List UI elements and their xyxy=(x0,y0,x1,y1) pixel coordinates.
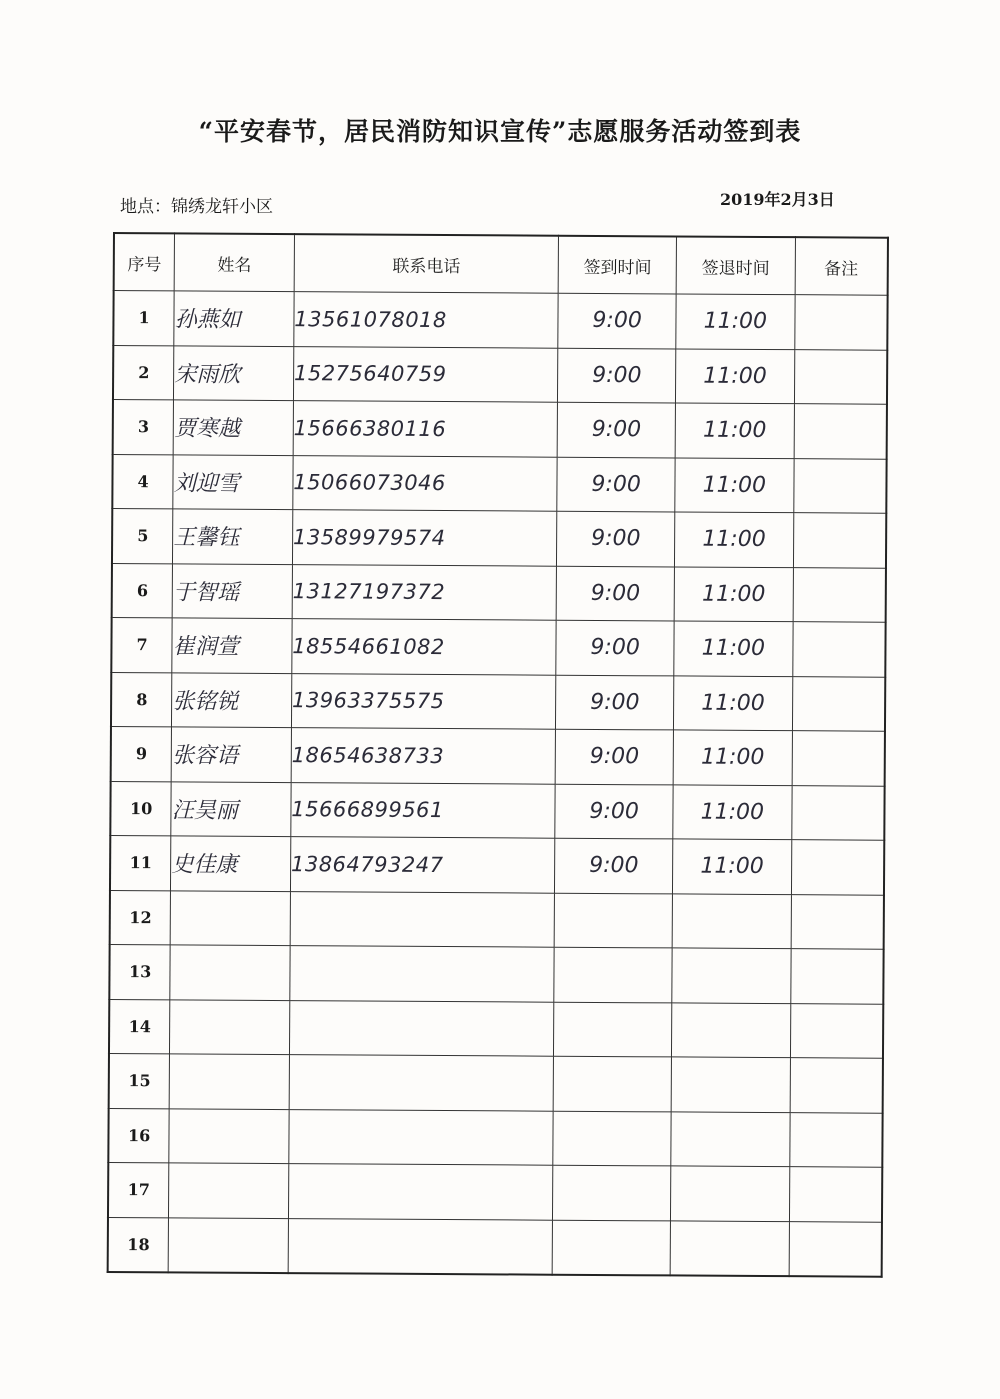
table-row xyxy=(113,345,887,404)
row-phone xyxy=(288,1218,553,1275)
row-name xyxy=(169,1163,289,1218)
table-row xyxy=(113,291,887,350)
row-phone xyxy=(289,1109,554,1165)
table-row xyxy=(112,509,886,568)
row-index: 2 xyxy=(113,345,174,400)
row-note xyxy=(789,1221,882,1277)
table-header-row xyxy=(114,233,888,295)
row-index: 18 xyxy=(108,1217,169,1272)
row-phone xyxy=(290,946,555,1002)
header-name: 姓名 xyxy=(174,233,294,291)
row-name: 汪昊丽 xyxy=(171,781,291,836)
row-name: 崔润萱 xyxy=(172,618,292,673)
row-index: 17 xyxy=(108,1162,169,1217)
row-name xyxy=(169,1108,289,1163)
row-time-in: 9:00 xyxy=(555,784,673,839)
row-note xyxy=(791,949,884,1004)
table-row xyxy=(109,944,883,1003)
row-time-in: 9:00 xyxy=(557,511,675,566)
row-time-out: 11:00 xyxy=(675,457,794,512)
row-time-in: 9:00 xyxy=(557,457,675,512)
row-time-out xyxy=(672,948,791,1003)
row-name xyxy=(170,945,290,1000)
row-phone: 15666899561 xyxy=(291,782,556,838)
table-row xyxy=(111,672,885,731)
row-time-out: 11:00 xyxy=(676,348,795,403)
table-row xyxy=(108,1108,882,1167)
sign-in-table xyxy=(107,232,889,1278)
row-index: 1 xyxy=(113,291,174,346)
row-index: 10 xyxy=(110,781,171,836)
row-name: 史佳康 xyxy=(171,836,291,891)
row-time-in: 9:00 xyxy=(558,348,676,403)
row-phone: 15275640759 xyxy=(293,346,558,402)
table-row xyxy=(113,400,887,459)
table-row xyxy=(108,1162,882,1221)
row-name xyxy=(170,890,290,945)
row-index: 15 xyxy=(109,1053,170,1108)
row-time-out: 11:00 xyxy=(675,403,794,458)
row-time-in: 9:00 xyxy=(556,620,674,675)
table-body xyxy=(108,291,888,1277)
row-name: 贾寒越 xyxy=(173,400,293,455)
row-note xyxy=(792,731,885,786)
row-index: 6 xyxy=(112,563,173,618)
row-index: 9 xyxy=(111,726,172,781)
row-time-out xyxy=(671,1111,790,1166)
row-name: 王馨钰 xyxy=(173,509,293,564)
table-row xyxy=(109,999,883,1058)
row-phone: 15666380116 xyxy=(293,401,558,457)
row-time-in xyxy=(553,1111,671,1166)
row-time-out: 11:00 xyxy=(673,839,792,894)
table-row xyxy=(108,1217,882,1277)
row-time-in: 9:00 xyxy=(558,293,676,348)
row-note xyxy=(791,894,884,949)
row-time-out: 11:00 xyxy=(674,675,793,730)
row-index: 4 xyxy=(112,454,173,509)
row-note xyxy=(789,1167,882,1222)
row-phone: 13963375575 xyxy=(291,673,556,729)
table-row xyxy=(110,835,884,894)
row-time-out: 11:00 xyxy=(673,784,792,839)
row-index: 5 xyxy=(112,509,173,564)
row-time-out: 11:00 xyxy=(674,566,793,621)
row-time-out: 11:00 xyxy=(673,730,792,785)
row-time-in: 9:00 xyxy=(557,402,675,457)
row-index: 13 xyxy=(109,944,170,999)
row-time-out xyxy=(671,1166,790,1221)
table-row xyxy=(112,563,886,622)
row-name: 刘迎雪 xyxy=(173,454,293,509)
row-name: 宋雨欣 xyxy=(174,345,294,400)
row-phone: 13864793247 xyxy=(290,837,555,893)
row-phone: 13127197372 xyxy=(292,564,557,620)
row-time-in: 9:00 xyxy=(555,838,673,893)
table-row xyxy=(112,454,886,513)
row-time-out xyxy=(672,1002,791,1057)
row-index: 11 xyxy=(110,835,171,890)
row-note xyxy=(793,622,886,677)
row-phone: 18654638733 xyxy=(291,728,556,784)
row-time-in: 9:00 xyxy=(555,729,673,784)
row-time-in xyxy=(553,1056,671,1111)
header-time-in: 签到时间 xyxy=(558,236,676,294)
row-time-in: 9:00 xyxy=(556,675,674,730)
header-time-out: 签退时间 xyxy=(676,236,795,294)
row-note xyxy=(793,567,886,622)
row-time-out: 11:00 xyxy=(676,294,795,349)
row-note xyxy=(793,513,886,568)
row-phone xyxy=(290,891,555,947)
row-index: 3 xyxy=(113,400,174,455)
row-name xyxy=(170,999,290,1054)
header-phone: 联系电话 xyxy=(294,234,559,293)
row-name: 张铭锐 xyxy=(172,672,292,727)
row-phone: 13561078018 xyxy=(294,292,559,348)
row-index: 8 xyxy=(111,672,172,727)
row-note xyxy=(790,1003,883,1058)
row-phone: 18554661082 xyxy=(292,619,557,675)
row-time-in: 9:00 xyxy=(556,566,674,621)
table-row xyxy=(111,617,885,676)
row-note xyxy=(795,295,888,350)
row-name: 张容语 xyxy=(171,727,291,782)
row-time-out: 11:00 xyxy=(675,512,794,567)
row-time-out xyxy=(672,893,791,948)
row-name xyxy=(168,1217,288,1273)
row-time-out xyxy=(671,1057,790,1112)
row-time-in xyxy=(554,947,672,1002)
row-phone: 15066073046 xyxy=(293,455,558,511)
row-note xyxy=(794,458,887,513)
row-time-in xyxy=(554,1002,672,1057)
row-time-in xyxy=(553,1165,671,1220)
row-index: 12 xyxy=(110,890,171,945)
row-phone xyxy=(289,1000,554,1056)
row-phone xyxy=(289,1055,554,1111)
table-row xyxy=(110,781,884,840)
row-note xyxy=(794,404,887,459)
header-note: 备注 xyxy=(795,237,888,295)
row-note xyxy=(790,1112,883,1167)
row-time-out xyxy=(670,1220,789,1276)
table-row xyxy=(109,1053,883,1112)
row-phone: 13589979574 xyxy=(292,510,557,566)
event-location: 地点：锦绣龙轩小区 xyxy=(120,197,273,217)
table-row xyxy=(110,890,884,949)
row-name xyxy=(169,1054,289,1109)
event-date: 2019年2月3日 xyxy=(720,190,835,209)
row-phone xyxy=(288,1164,553,1220)
header-index: 序号 xyxy=(114,233,175,291)
table-row xyxy=(111,726,885,785)
page-title: “平安春节，居民消防知识宣传”志愿服务活动签到表 xyxy=(198,117,802,146)
row-note xyxy=(790,1058,883,1113)
row-name: 于智瑶 xyxy=(172,563,292,618)
row-note xyxy=(791,840,884,895)
row-note xyxy=(792,676,885,731)
row-note xyxy=(794,349,887,404)
row-time-in xyxy=(554,893,672,948)
row-note xyxy=(792,785,885,840)
row-name: 孙燕如 xyxy=(174,291,294,346)
row-time-in xyxy=(552,1220,670,1276)
row-index: 14 xyxy=(109,999,170,1054)
row-index: 16 xyxy=(108,1108,169,1163)
row-time-out: 11:00 xyxy=(674,621,793,676)
row-index: 7 xyxy=(111,617,172,672)
